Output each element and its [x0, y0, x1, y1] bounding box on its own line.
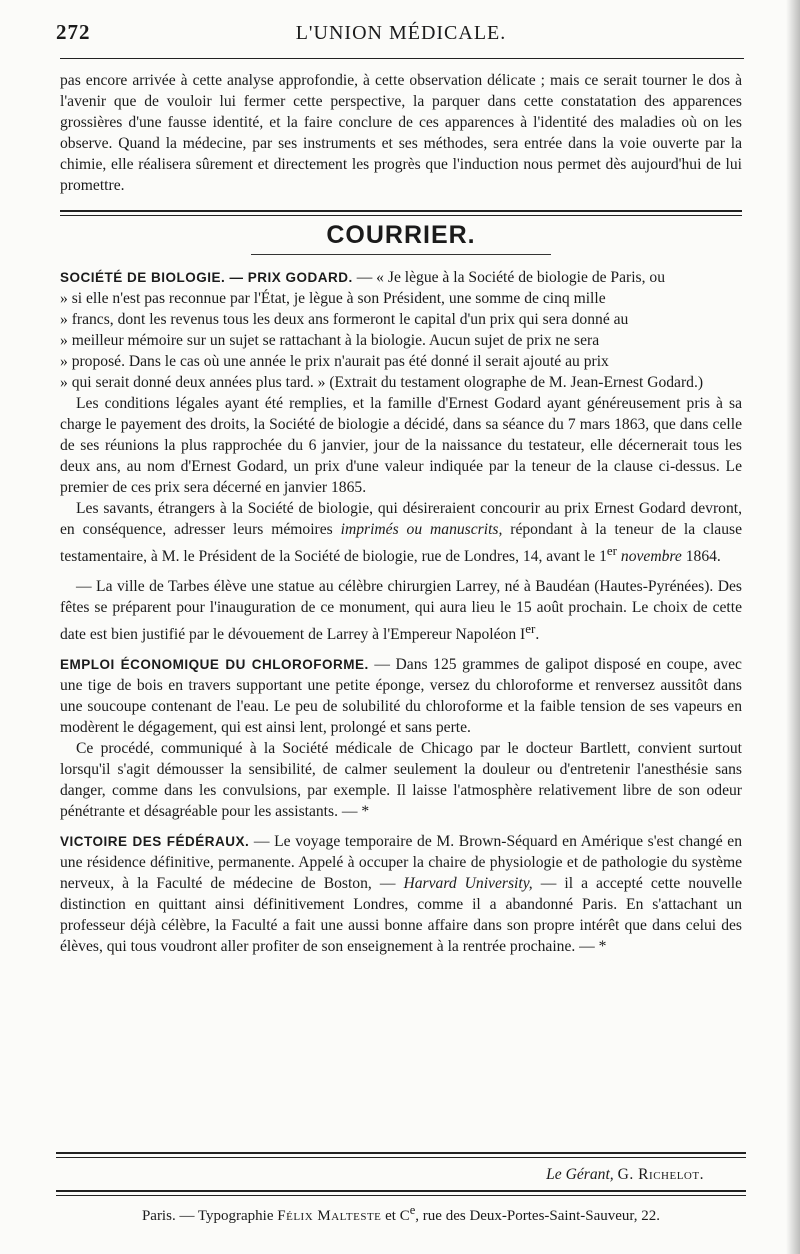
prix-godard-lead: SOCIÉTÉ DE BIOLOGIE. — PRIX GODARD. [60, 270, 353, 285]
savants-paragraph: Les savants, étrangers à la Société de biologie, qui désireraient concourir au prix Ernest Godard devront, en conséquence, adresser leurs mémoires imprimés ou manuscrits, répondant à la teneur de la clause testamentaire, à M. le Président de la Société de biologie, rue de Londres, 14, avant le 1er novembre 1864. [60, 500, 743, 566]
page-body [60, 70, 742, 957]
chloroforme-text: — Dans 125 grammes de galipot disposé en coupe, avec une tige de bois en travers supportant une petite éponge, versez du chloroforme et renversez aussitôt dans une soucoupe contenant de l'eau. Le peu de solubilité du chloroforme et la faible tension de ses vapeurs en modèrent le dégagement, qui est ainsi lent, prolongé et sans perte. [60, 656, 742, 737]
quote-line: — « Je lègue à la Société de biologie de Paris, ou [356, 269, 666, 286]
tarbes-paragraph: — La ville de Tarbes élève une statue au célèbre chirurgien Larrey, né à Baudéan (Hautes-Pyrénées). Des fêtes se préparent pour l'inauguration de ce monument, qui aura lieu le 15 août prochain. Le choix de cette date est bien justifié par le dévouement de Larrey à l'Empereur Napoléon Ier. [60, 578, 742, 644]
section-double-rule [60, 210, 742, 216]
quote-line: » francs, dont les revenus tous les deux ans formeront le capital d'un prix qui sera donné au [60, 311, 629, 328]
quote-line: » meilleur mémoire sur un sujet se rattachant à la biologie. Aucun sujet de prix ne sera [60, 332, 600, 349]
federaux-article: VICTOIRE DES FÉDÉRAUX. — Le voyage temporaire de M. Brown-Séquard en Amérique s'est changé en une résidence définitive, permanente. Appelé à occuper la chaire de physiologie et de pathologie du système nerveux, à la Faculté de médecine de Boston, — Harvard University, — il a accepté cette nouvelle distinction en quittant ainsi définitivement Londres, comme il a abandonné Paris. En s'attachant un professeur déjà célèbre, la Faculté a fait une aussi bonne affaire dans son propre intérêt que dans celui des élèves, qui tous voudront aller profiter de son enseignement à la rentrée prochaine. — * [60, 833, 742, 956]
imprint-line: Paris. — Typographie Félix Malteste et Ce, rue des Deux-Portes-Saint-Sauveur, 22. [141, 1203, 661, 1224]
prix-godard-article [60, 267, 742, 567]
section-title-courrier: COURRIER. [326, 221, 476, 249]
title-rule [251, 254, 551, 255]
conditions-paragraph: Les conditions légales ayant été remplies, et la famille d'Ernest Godard ayant généreusement pris à sa charge le payement des droits, la Société de biologie a décidé, dans sa séance du 7 mars 1863, que dans celle de ses réunions la plus rapprochée du 6 janvier, jour de la naissance du testateur, elle décernerait tous les deux ans, au nom d'Ernest Godard, un prix d'une valeur indiquée par la teneur de la clause ci-dessus. Le premier de ces prix sera décerné en janvier 1865. [60, 395, 742, 496]
intro-paragraph: pas encore arrivée à cette analyse approfondie, à cette observation délicate ; mais ce serait tourner le dos à l'avenir que de vouloir lui fermer cette perspective, la parquer dans cette constatation des apparences grossières d'une fausse identité, et la faire conclure de ces apparences à l'identité des maladies où on les observe. Quand la médecine, par ses instruments et ses méthodes, sera entrée dans la voie ouverte par la chimie, elle réalisera sûrement et directement les progrès que l'induction nous permet dès aujourd'hui de lui promettre. [60, 72, 742, 194]
journal-title: L'UNION MÉDICALE. [295, 22, 507, 44]
quote-line: » qui serait donné deux années plus tard. » (Extrait du testament olographe de M. Jean-Ernest Godard.) [60, 374, 704, 391]
footer-double-rule [56, 1152, 746, 1158]
chloroforme-second: Ce procédé, communiqué à la Société médicale de Chicago par le docteur Bartlett, convient surtout lorsqu'il s'agit démousser la sensibilité, de calmer seulement la douleur ou d'entretenir l'anesthésie sans danger, comme dans les convulsions, par exemple. Il laisse l'atmosphère relativement libre de son odeur pénétrante et désagréable pour les assistants. — * [60, 740, 742, 821]
quote-line: » si elle n'est pas reconnue par l'État, je lègue à son Président, une somme de cinq mille [60, 290, 606, 307]
header-rule [60, 58, 744, 59]
chloroforme-lead: EMPLOI ÉCONOMIQUE DU CHLOROFORME. [60, 657, 369, 673]
gerant-signature: Le Gérant, G. Richelot. [546, 1166, 704, 1183]
page-header [56, 20, 746, 50]
quote-line: » proposé. Dans le cas où une année le prix n'aurait pas été donné il serait ajouté au prix [60, 353, 609, 370]
chloroforme-article [60, 654, 742, 822]
imprint-rule [56, 1190, 746, 1196]
page-number: 272 [56, 20, 91, 44]
federaux-lead: VICTOIRE DES FÉDÉRAUX. [60, 834, 250, 850]
